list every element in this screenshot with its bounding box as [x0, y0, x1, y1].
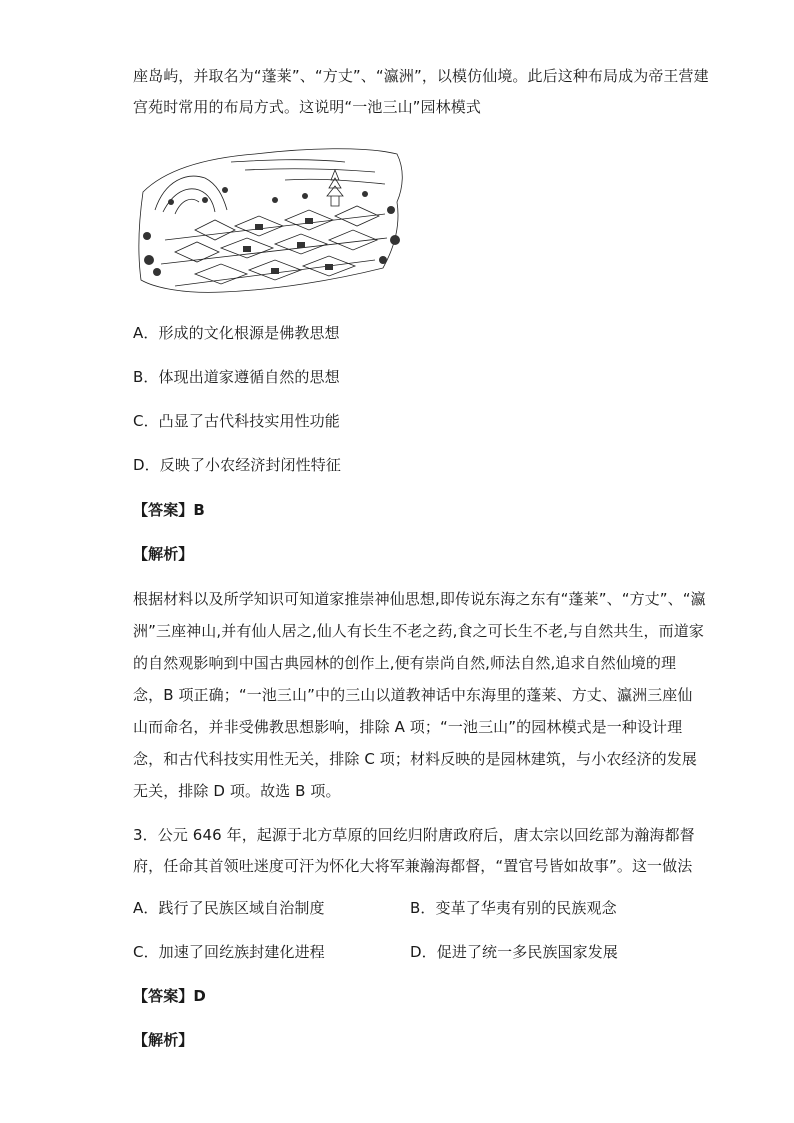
q3-answer: 【答案】D [133, 987, 206, 1005]
q3-option-c: C．加速了回纥族封建化进程 [133, 943, 325, 961]
q2-analysis-line-7: 无关，排除 D 项。故选 B 项。 [133, 782, 341, 800]
q2-analysis-line-2: 洲”三座神山,并有仙人居之,仙人有长生不老之药,食之可长生不老,与自然共生，而道家 [133, 622, 704, 640]
q3-option-a: A．践行了民族区域自治制度 [133, 899, 325, 917]
q3-option-d: D．促进了统一多民族国家发展 [410, 943, 618, 961]
q2-option-c: C．凸显了古代科技实用性功能 [133, 412, 340, 430]
q2-option-b: B．体现出道家遵循自然的思想 [133, 368, 340, 386]
q2-option-a: A．形成的文化根源是佛教思想 [133, 324, 340, 342]
garden-palace-illustration [135, 140, 407, 298]
q2-answer: 【答案】B [133, 501, 205, 519]
q3-stem-line-2: 府，任命其首领吐迷度可汗为怀化大将军兼瀚海都督，“置官号皆如故事”。这一做法 [133, 857, 693, 875]
q2-analysis-line-4: 念，B 项正确；“一池三山”中的三山以道教神话中东海里的蓬莱、方丈、瀛洲三座仙 [133, 686, 693, 704]
q2-option-d: D．反映了小农经济封闭性特征 [133, 456, 341, 474]
q2-analysis-line-5: 山而命名，并非受佛教思想影响，排除 A 项；“一池三山”的园林模式是一种设计理 [133, 718, 683, 736]
intro-line-1: 座岛屿，并取名为“蓬莱”、“方丈”、“瀛洲”，以模仿仙境。此后这种布局成为帝王营建 [133, 67, 709, 85]
q3-analysis-label: 【解析】 [133, 1031, 194, 1049]
q2-analysis-label: 【解析】 [133, 545, 194, 563]
q3-option-b: B．变革了华夷有别的民族观念 [410, 899, 617, 917]
q2-analysis-line-1: 根据材料以及所学知识可知道家推崇神仙思想,即传说东海之东有“蓬莱”、“方丈”、“瀛 [133, 590, 706, 608]
q2-analysis-line-3: 的自然观影响到中国古典园林的创作上,便有崇尚自然,师法自然,追求自然仙境的理 [133, 654, 677, 672]
intro-line-2: 宫苑时常用的布局方式。这说明“一池三山”园林模式 [133, 98, 481, 116]
q3-stem-line-1: 3．公元 646 年，起源于北方草原的回纥归附唐政府后，唐太宗以回纥部为瀚海都督 [133, 826, 695, 844]
q2-analysis-line-6: 念，和古代科技实用性无关，排除 C 项；材料反映的是园林建筑，与小农经济的发展 [133, 750, 697, 768]
